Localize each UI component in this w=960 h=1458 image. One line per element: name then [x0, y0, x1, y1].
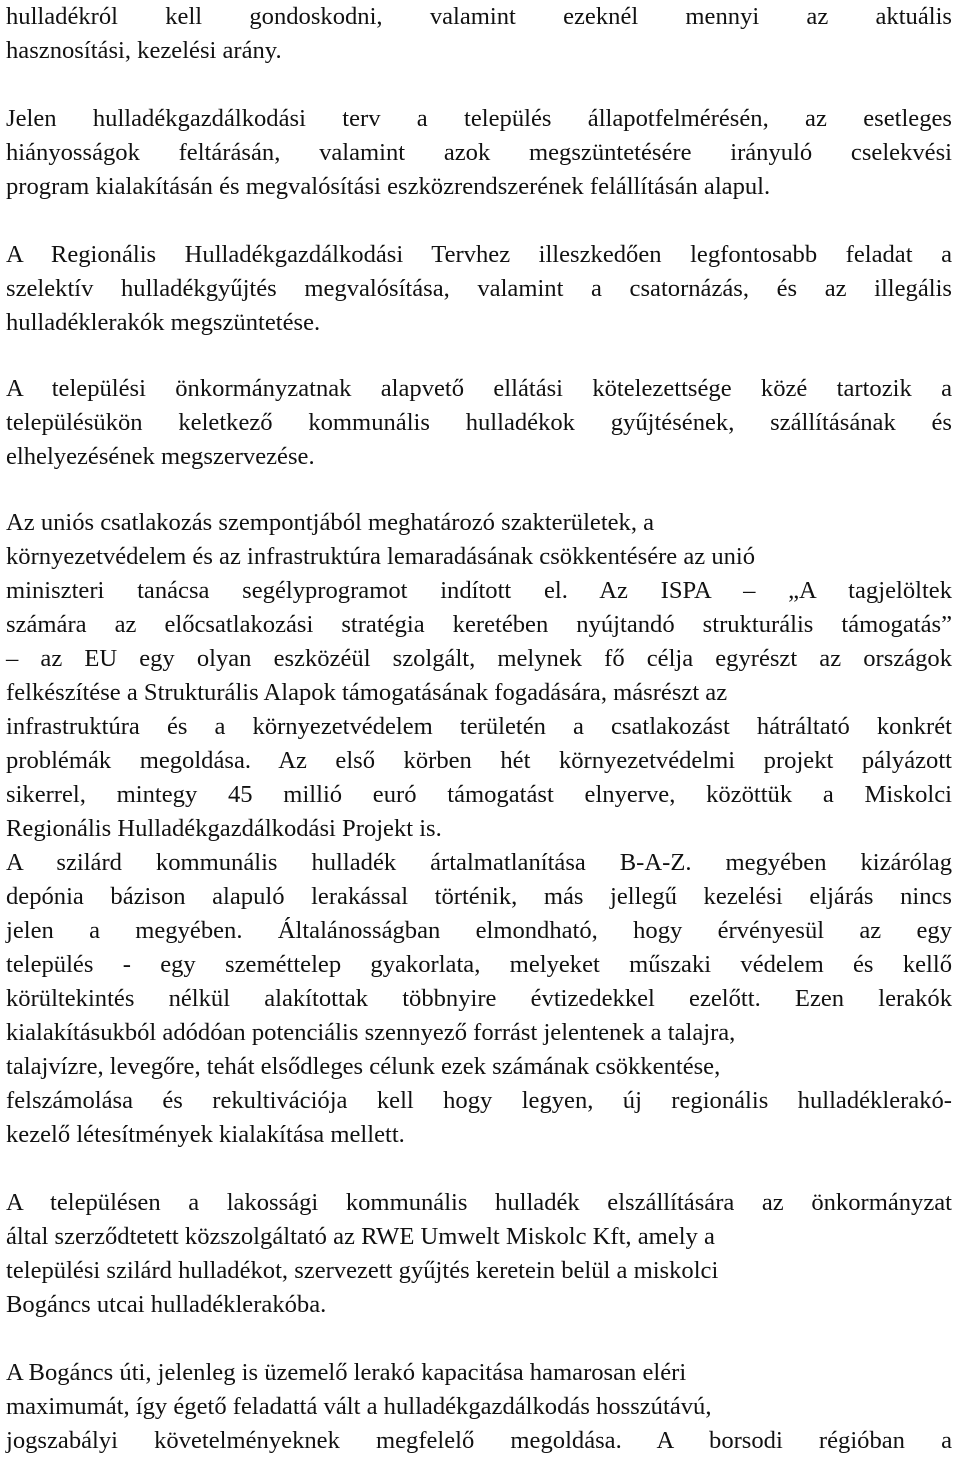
paragraph — [6, 1356, 952, 1458]
text-line: Bogáncs utcai hulladéklerakóba. — [6, 1291, 327, 1318]
text-line: elhelyezésének megszervezése. — [6, 443, 315, 470]
paragraph — [6, 238, 952, 340]
text-line: program kialakításán és megvalósítási eszközrendszerének felállításán alapul. — [6, 173, 771, 200]
paragraph — [6, 372, 952, 474]
text-line: infrastruktúra és a környezetvédelem területén a csatlakozást hátráltató konkrét — [6, 713, 952, 740]
paragraph — [6, 506, 952, 1152]
text-line: környezetvédelem és az infrastruktúra lemaradásának csökkentésére az unió — [6, 543, 756, 570]
text-line: A Regionális Hulladékgazdálkodási Tervhez illeszkedően legfontosabb feladat a — [6, 241, 952, 268]
text-line: hulladékról kell gondoskodni, valamint ezeknél mennyi az aktuális — [6, 3, 952, 30]
text-line: település - egy szeméttelep gyakorlata, melyeket műszaki védelem és kellő — [6, 951, 952, 978]
text-line: miniszteri tanácsa segélyprogramot indított el. Az ISPA – „A tagjelöltek — [6, 577, 952, 604]
paragraph-gap — [6, 1152, 952, 1186]
text-line: talajvízre, levegőre, tehát elsődleges célunk ezek számának csökkentése, — [6, 1053, 721, 1080]
text-line: A települési önkormányzatnak alapvető ellátási kötelezettsége közé tartozik a — [6, 375, 952, 402]
text-line: települési szilárd hulladékot, szervezett gyűjtés keretein belül a miskolci — [6, 1257, 719, 1284]
text-line: depónia bázison alapuló lerakással történik, más jellegű kezelési eljárás nincs — [6, 883, 952, 910]
paragraph — [6, 0, 952, 68]
text-line: szelektív hulladékgyűjtés megvalósítása, valamint a csatornázás, és az illegális — [6, 275, 952, 302]
text-line: Jelen hulladékgazdálkodási terv a település állapotfelmérésén, az esetleges — [6, 105, 952, 132]
text-line: A szilárd kommunális hulladék ártalmatlanítása B-A-Z. megyében kizárólag — [6, 849, 952, 876]
text-line: Az uniós csatlakozás szempontjából meghatározó szakterületek, a — [6, 509, 655, 536]
text-line: hasznosítási, kezelési arány. — [6, 37, 282, 64]
text-line: hiányosságok feltárásán, valamint azok megszüntetésére irányuló cselekvési — [6, 139, 952, 166]
text-line: számára az előcsatlakozási stratégia keretében nyújtandó strukturális támogatás” — [6, 611, 952, 638]
paragraph-gap — [6, 340, 952, 372]
text-line: problémák megoldása. Az első körben hét környezetvédelmi projekt pályázott — [6, 747, 952, 774]
paragraph-gap — [6, 204, 952, 238]
paragraph — [6, 102, 952, 204]
text-line: Regionális Hulladékgazdálkodási Projekt is. — [6, 815, 442, 842]
text-line: körültekintés nélkül alakítottak többnyire évtizedekkel ezelőtt. Ezen lerakók — [6, 985, 952, 1012]
paragraph-gap — [6, 1322, 952, 1356]
text-line: maximumát, így égető feladattá vált a hulladékgazdálkodás hosszútávú, — [6, 1393, 712, 1420]
text-line: hulladéklerakók megszüntetése. — [6, 309, 321, 336]
text-line: által szerződtetett közszolgáltató az RWE Umwelt Miskolc Kft, amely a — [6, 1223, 715, 1250]
paragraph-gap — [6, 474, 952, 506]
text-line: kezelő létesítmények kialakítása mellett. — [6, 1121, 405, 1148]
document-body — [6, 0, 952, 1458]
text-line: településükön keletkező kommunális hulladékok gyűjtésének, szállításának és — [6, 409, 952, 436]
paragraph-gap — [6, 68, 952, 102]
text-line: felkészítése a Strukturális Alapok támogatásának fogadására, másrészt az — [6, 679, 728, 706]
text-line: sikerrel, mintegy 45 millió euró támogatást elnyerve, közöttük a Miskolci — [6, 781, 952, 808]
text-line: kialakításukból adódóan potenciális szennyező forrást jelentenek a talajra, — [6, 1019, 736, 1046]
paragraph — [6, 1186, 952, 1322]
text-line: jelen a megyében. Általánosságban elmondható, hogy érvényesül az egy — [6, 917, 952, 944]
text-line: jogszabályi követelményeknek megfelelő megoldása. A borsodi régióban a — [6, 1427, 952, 1454]
text-line: A Bogáncs úti, jelenleg is üzemelő lerakó kapacitása hamarosan eléri — [6, 1359, 687, 1386]
text-line: – az EU egy olyan eszközéül szolgált, melynek fő célja egyrészt az országok — [6, 645, 952, 672]
text-line: A településen a lakossági kommunális hulladék elszállítására az önkormányzat — [6, 1189, 952, 1216]
text-line: felszámolása és rekultivációja kell hogy legyen, új regionális hulladéklerakó- — [6, 1087, 952, 1114]
